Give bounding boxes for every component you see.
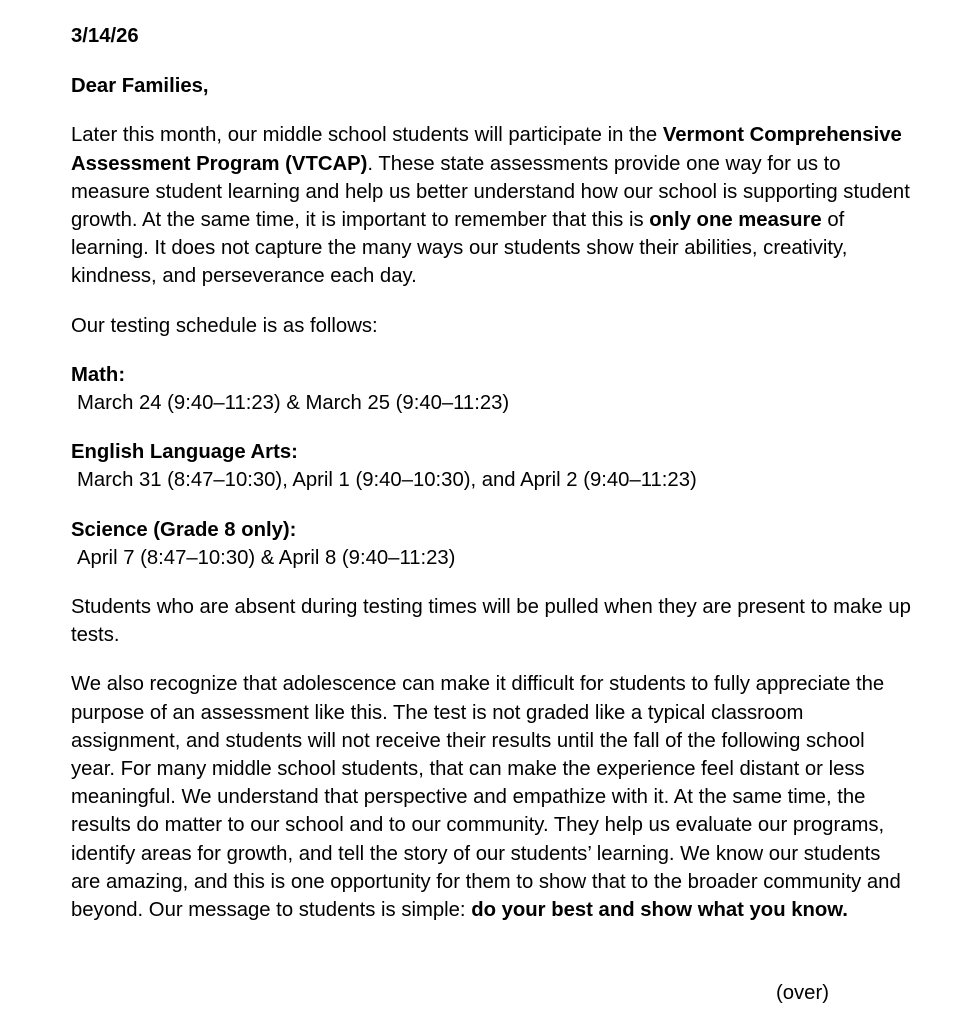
schedule-dates: March 24 (9:40–11:23) & March 25 (9:40–11:23): [77, 392, 510, 415]
closing-message: do your best and show what you know.: [471, 899, 848, 922]
page-turn-note: (over): [776, 982, 829, 1004]
intro-text-3: of learning. It does not capture the many ways our students show their abilities, creativity, kindness, and perseverance each day.: [71, 209, 848, 288]
salutation: Dear Families,: [71, 75, 209, 98]
letter-page: [71, 22, 911, 945]
program-name: Vermont Comprehensive Assessment Program (VTCAP): [71, 124, 902, 175]
schedule-subject: Math:: [71, 363, 126, 386]
schedule-subject: English Language Arts:: [71, 441, 298, 464]
intro-emphasis: only one measure: [649, 209, 822, 232]
schedule-intro: Our testing schedule is as follows:: [71, 314, 378, 337]
schedule-dates: March 31 (8:47–10:30), April 1 (9:40–10:30), and April 2 (9:40–11:23): [77, 469, 697, 492]
schedule-science: [71, 516, 911, 572]
letter-date: 3/14/26: [71, 25, 139, 47]
closing-paragraph: [71, 670, 911, 924]
intro-paragraph: [71, 121, 911, 290]
schedule-subject: Science (Grade 8 only):: [71, 518, 297, 541]
closing-text: We also recognize that adolescence can make it difficult for students to fully appreciate the purpose of an assessment like this. The test is not graded like a typical classroom assignment, and students will not receive their results until the fall of the following school year. For many middle school students, that can make the experience feel distant or less meaningful. We understand that perspective and empathize with it. At the same time, the results do matter to our school and to our community. They help us evaluate our programs, identify areas for growth, and tell the story of our students’ learning. We know our students are amazing, and this is one opportunity for them to show that to the broader community and beyond. Our message to students is simple:: [71, 673, 901, 922]
intro-text-2: . These state assessments provide one way for us to measure student learning and help us better understand how our school is supporting student growth. At the same time, it is important to remember that this is: [71, 152, 910, 232]
absent-note: Students who are absent during testing times will be pulled when they are present to make up tests.: [71, 596, 911, 647]
schedule-math: [71, 361, 911, 417]
schedule-dates: April 7 (8:47–10:30) & April 8 (9:40–11:23): [77, 546, 456, 569]
intro-text-1: Later this month, our middle school students will participate in the: [71, 124, 663, 147]
schedule-ela: [71, 438, 911, 494]
